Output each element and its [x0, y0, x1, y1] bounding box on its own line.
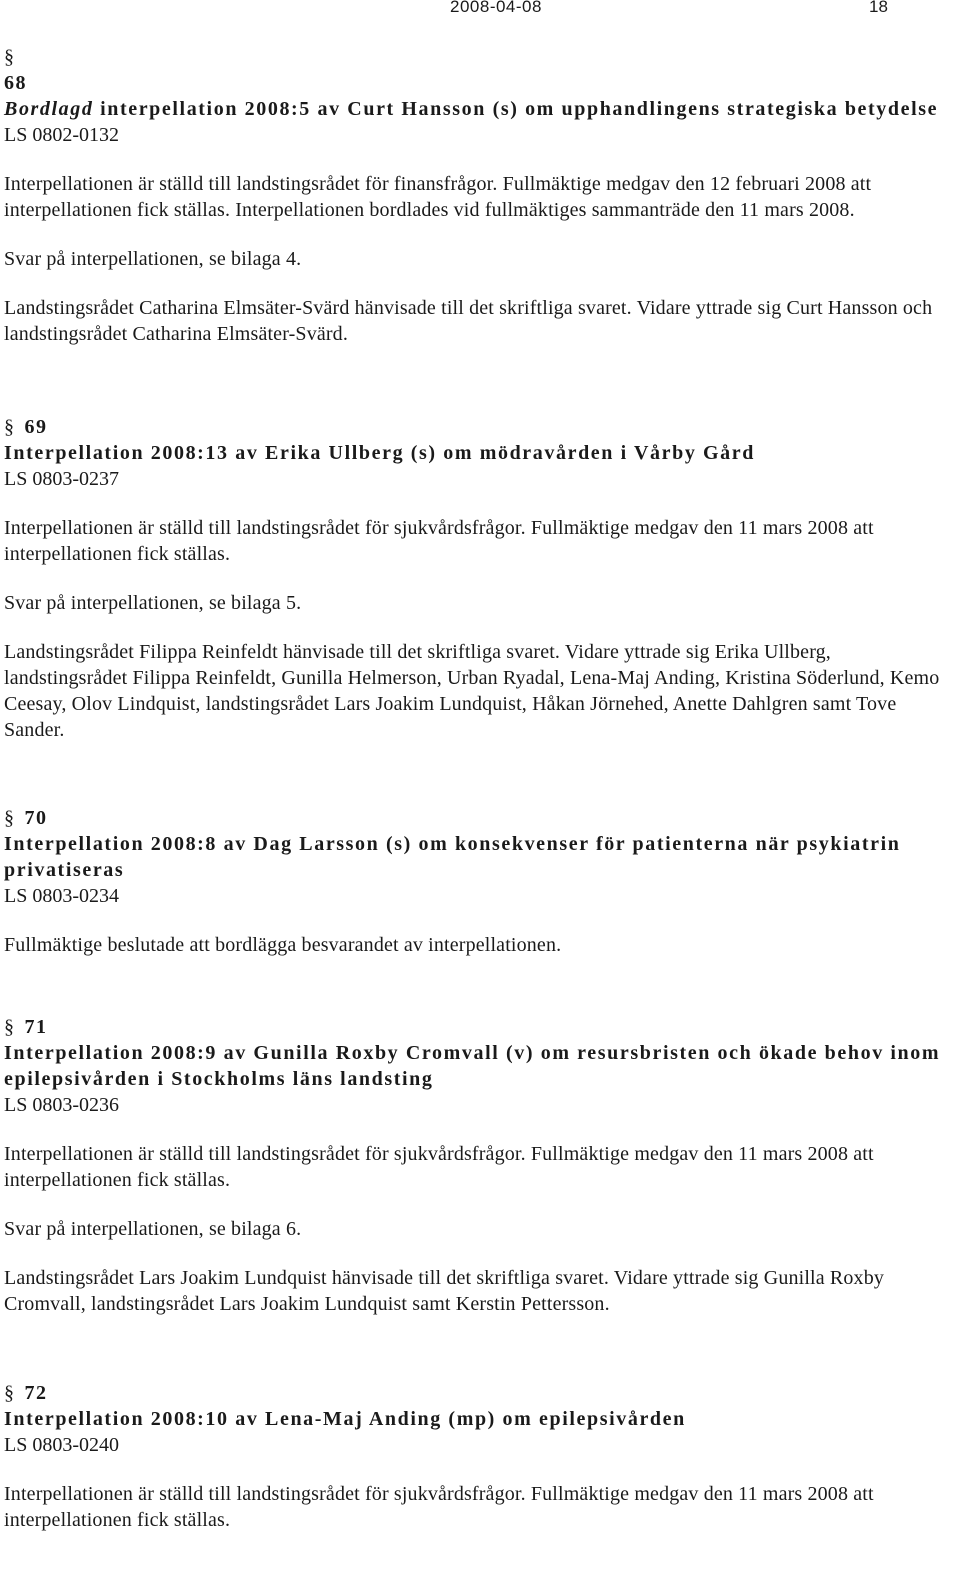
reference-number: LS 0803-0234: [4, 885, 119, 907]
paragraph: Svar på interpellationen, se bilaga 5.: [4, 592, 302, 614]
section-title: Interpellation 2008:8 av Dag Larsson (s) om konsekvenser för patienterna när psykiatrin privatiseras: [4, 833, 901, 881]
paragraph: Svar på interpellationen, se bilaga 4.: [4, 248, 302, 270]
section-number: 72: [24, 1382, 48, 1404]
section-heading: [4, 44, 949, 96]
section-number: 68: [4, 72, 27, 94]
section-sign-icon: §: [4, 416, 14, 438]
paragraph: Interpellationen är ställd till landstingsrådet för sjukvårdsfrågor. Fullmäktige medgav den 11 mars 2008 att interpellationen fick ställas.: [4, 1143, 874, 1191]
reference-number: LS 0803-0236: [4, 1094, 119, 1116]
section-sign-icon: §: [4, 807, 14, 829]
section-title: Interpellation 2008:13 av Erika Ullberg (s) om mödravården i Vårby Gård: [4, 442, 755, 464]
section-sign-icon: §: [4, 46, 14, 68]
page-header: [0, 0, 960, 20]
section-heading: [4, 414, 949, 440]
paragraph: Svar på interpellationen, se bilaga 6.: [4, 1218, 302, 1240]
section-heading: [4, 1380, 949, 1406]
reference-number: LS 0803-0240: [4, 1434, 119, 1456]
paragraph: Fullmäktige beslutade att bordlägga besvarandet av interpellationen.: [4, 934, 562, 956]
title-text: interpellation 2008:5 av Curt Hansson (s) om upphandlingens strategiska betydelse: [100, 98, 939, 120]
section-number: 71: [24, 1016, 48, 1038]
reference-number: LS 0802-0132: [4, 124, 119, 146]
section-71: [4, 1014, 949, 1340]
paragraph: Interpellationen är ställd till landstingsrådet för finansfrågor. Fullmäktige medgav den 12 februari 2008 att interpellationen fick ställas. Interpellationen bordlades vid fullmäktiges sammanträde den 11 mars 2008.: [4, 173, 872, 221]
paragraph: Landstingsrådet Catharina Elmsäter-Svärd hänvisade till det skriftliga svaret. Vidare yttrade sig Curt Hansson och landstingsrådet Catharina Elmsäter-Svärd.: [4, 297, 933, 345]
section-title: Interpellation 2008:9 av Gunilla Roxby Cromvall (v) om resursbristen och ökade behov inom epilepsivården i Stockholms läns landsting: [4, 1042, 941, 1090]
section-number: 70: [24, 807, 48, 829]
section-70: [4, 805, 949, 981]
paragraph: Interpellationen är ställd till landstingsrådet för sjukvårdsfrågor. Fullmäktige medgav den 11 mars 2008 att interpellationen fick ställas.: [4, 1483, 874, 1531]
header-date: 2008-04-08: [450, 0, 542, 16]
section-title: [4, 96, 949, 122]
reference-number: LS 0803-0237: [4, 468, 119, 490]
section-sign-icon: §: [4, 1382, 14, 1404]
section-sign-icon: §: [4, 1016, 14, 1038]
section-number: 69: [24, 416, 48, 438]
paragraph: Interpellationen är ställd till landstingsrådet för sjukvårdsfrågor. Fullmäktige medgav den 11 mars 2008 att interpellationen fick ställas.: [4, 517, 874, 565]
paragraph: Landstingsrådet Lars Joakim Lundquist hänvisade till det skriftliga svaret. Vidare yttrade sig Gunilla Roxby Cromvall, landstingsrådet Lars Joakim Lundquist samt Kerstin Pettersson.: [4, 1267, 885, 1315]
section-heading: [4, 1014, 949, 1040]
section-69: [4, 414, 949, 766]
section-68: [4, 44, 949, 370]
section-title: Interpellation 2008:10 av Lena-Maj Anding (mp) om epilepsivården: [4, 1408, 686, 1430]
section-heading: [4, 805, 949, 831]
section-72: [4, 1380, 949, 1556]
title-prefix: Bordlagd: [4, 98, 94, 120]
page-number: 18: [869, 0, 888, 16]
paragraph: Landstingsrådet Filippa Reinfeldt hänvisade till det skriftliga svaret. Vidare yttrade sig Erika Ullberg, landstingsrådet Filippa Reinfeldt, Gunilla Helmerson, Urban Ryadal, Lena-Maj Anding, Kristina Söderlund, Kemo Ceesay, Olov Lindquist, landstingsrådet Lars Joakim Lundquist, Håkan Jörnehed, Anette Dahlgren samt Tove Sander.: [4, 641, 940, 741]
